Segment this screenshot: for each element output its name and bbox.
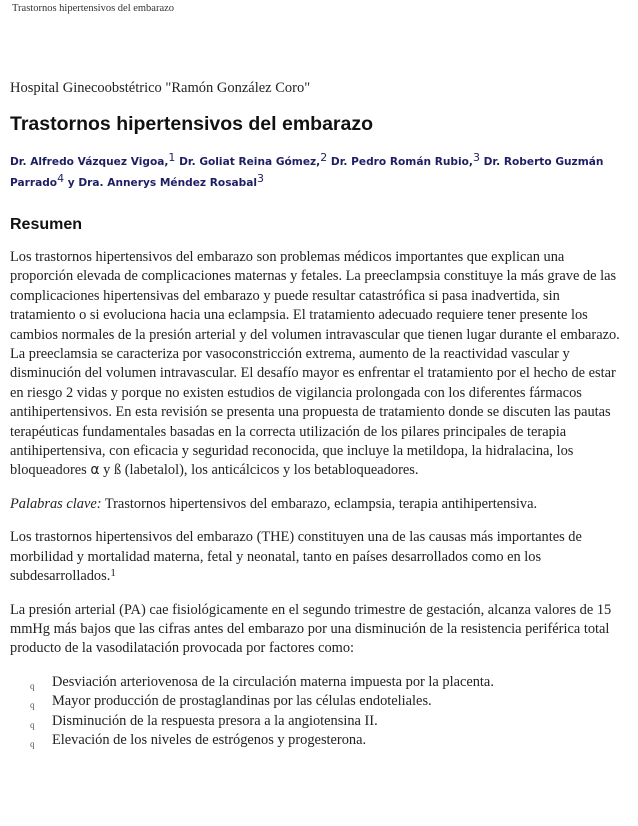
list-item-text: Mayor producción de prostaglandinas por las células endoteliales. bbox=[52, 693, 432, 710]
abstract-text: Los trastornos hipertensivos del embarazo son problemas médicos importantes que explican una proporción elevada de complicaciones maternas y fetales. La preeclampsia constituye la más grave de las complicaciones hipertensivas del embarazo y puede resultar catastrófica si pasa inadvertida, sin tratamiento o si evoluciona hacia una eclampsia. El tratamiento adecuado requiere tener presente los cambios normales de la presión arterial y del volumen intravascular que tienen lugar durante el embarazo. La preeclamsia se caracteriza por vasoconstricción extrema, aumento de la reactividad vascular y disminución del volumen intravascular. El desafío mayor es enfrentar el tratamiento por el hecho de estar en riesgo 2 vidas y porque no existen estudios de vigilancia prolongada con los diferentes fármacos antihipertensivos. En esta revisión se presenta una propuesta de tratamiento donde se discuten las pautas terapéuticas fundamentales basadas en la correcta utilización de los pilares principales de terapia antihipertensiva, con eficacia y seguridad reconocida, que incluye la metildopa, la hidralacina, los bloqueadores bbox=[10, 249, 620, 479]
keywords-text: Trastornos hipertensivos del embarazo, eclampsia, terapia antihipertensiva. bbox=[101, 495, 538, 512]
author-affiliation: 3 bbox=[257, 172, 265, 185]
reference-marker: 1 bbox=[110, 567, 116, 580]
bullet-icon: q bbox=[30, 680, 35, 691]
author-name: y Dra. Annerys Méndez Rosabal bbox=[67, 177, 258, 189]
abstract-paragraph bbox=[10, 248, 625, 481]
author-name: Dr. Roberto Guzmán Parrado bbox=[10, 156, 604, 189]
bullet-icon: q bbox=[30, 700, 35, 711]
alpha-symbol: α bbox=[90, 462, 100, 479]
list-item bbox=[30, 731, 625, 750]
institution-name: Hospital Ginecoobstétrico "Ramón González Coro" bbox=[10, 80, 311, 96]
factor-list bbox=[10, 673, 625, 751]
author-affiliation: 4 bbox=[57, 172, 65, 185]
author-name: Dr. Goliat Reina Gómez, bbox=[179, 156, 321, 168]
pressure-paragraph: La presión arterial (PA) cae fisiológicamente en el segundo trimestre de gestación, alcanza valores de 15 mmHg más bajos que las cifras antes del embarazo por una disminución de la resistencia periférica total producto de la vasodilatación provocada por factores como: bbox=[10, 601, 612, 657]
intro-text: Los trastornos hipertensivos del embarazo (THE) constituyen una de las causas más importantes de morbilidad y mortalidad materna, fetal y neonatal, tanto en países desarrollados como en los subdesarrollados. bbox=[10, 529, 582, 585]
author-name: Dr. Alfredo Vázquez Vigoa, bbox=[10, 156, 169, 168]
bullet-icon: q bbox=[30, 719, 35, 730]
bullet-icon: q bbox=[30, 738, 35, 749]
article bbox=[10, 80, 625, 750]
list-item-text: Disminución de la respuesta presora a la angiotensina II. bbox=[52, 712, 378, 729]
author-name: Dr. Pedro Román Rubio, bbox=[330, 156, 473, 168]
author-affiliation: 3 bbox=[472, 151, 480, 164]
list-item bbox=[30, 692, 625, 711]
author-list bbox=[10, 152, 625, 194]
intro-paragraph bbox=[10, 528, 625, 586]
abstract-heading: Resumen bbox=[10, 216, 83, 233]
list-item bbox=[30, 712, 625, 731]
author-affiliation: 1 bbox=[168, 151, 176, 164]
keywords-label: Palabras clave: bbox=[10, 495, 102, 512]
article-title: Trastornos hipertensivos del embarazo bbox=[10, 113, 374, 135]
abstract-text-end: y ß (labetalol), los anticálcicos y los betabloqueadores. bbox=[99, 462, 419, 479]
list-item bbox=[30, 673, 625, 692]
keywords-paragraph bbox=[10, 495, 625, 514]
list-item-text: Elevación de los niveles de estrógenos y progesterona. bbox=[52, 731, 367, 748]
author-affiliation: 2 bbox=[320, 151, 328, 164]
running-header: Trastornos hipertensivos del embarazo bbox=[12, 3, 175, 14]
list-item-text: Desviación arteriovenosa de la circulación materna impuesta por la placenta. bbox=[52, 673, 494, 690]
